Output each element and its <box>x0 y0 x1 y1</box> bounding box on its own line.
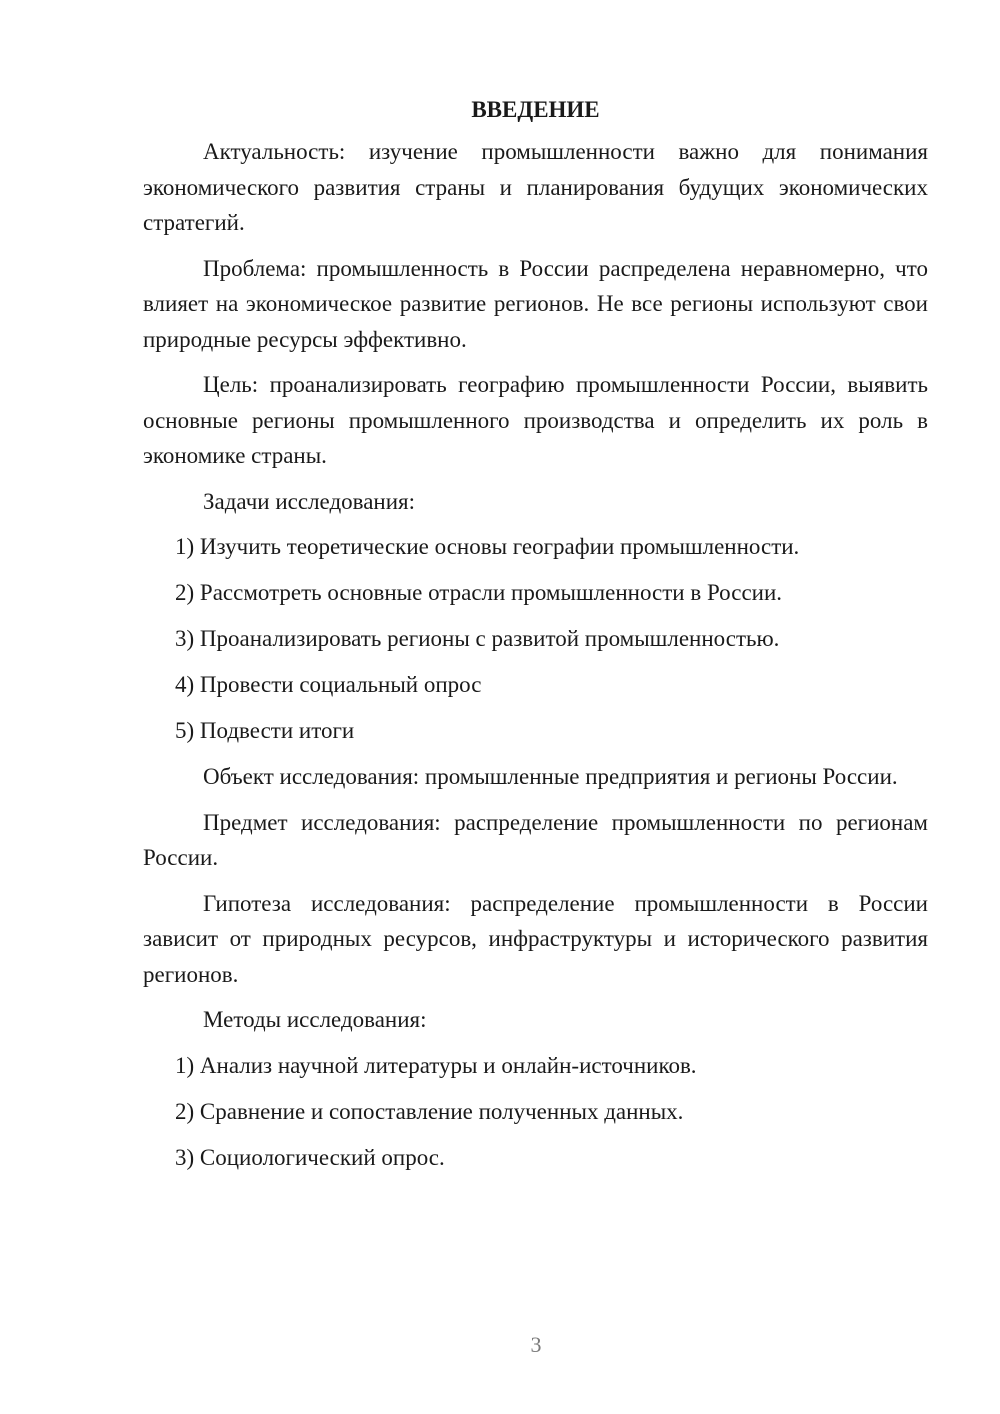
list-item: 2) Рассмотреть основные отрасли промышленности в России. <box>175 580 783 605</box>
list-item: 2) Сравнение и сопоставление полученных данных. <box>175 1098 684 1124</box>
relevance-paragraph: Актуальность: изучение промышленности важно для понимания экономического развития страны и планирования будущих экономических стратегий. <box>143 139 928 235</box>
list-item: 3) Проанализировать регионы с развитой промышленностью. <box>175 626 780 651</box>
list-item: 3) Социологический опрос. <box>175 1144 445 1170</box>
tasks-list <box>143 529 928 749</box>
tasks-heading: Задачи исследования: <box>203 488 416 514</box>
subject-paragraph: Предмет исследования: распределение промышленности по регионам России. <box>143 809 928 870</box>
list-item: 5) Подвести итоги <box>175 718 355 743</box>
list-item: 4) Провести социальный опрос <box>175 672 482 697</box>
problem-paragraph: Проблема: промышленность в России распределена неравномерно, что влияет на экономическое развитие регионов. Не все регионы используют свои природные ресурсы эффективно. <box>143 255 928 352</box>
list-item: 1) Изучить теоретические основы географии промышленности. <box>175 534 800 559</box>
document-body <box>143 92 928 1186</box>
hypothesis-paragraph: Гипотеза исследования: распределение промышленности в России зависит от природных ресурсов, инфраструктуры и исторического развития регионов. <box>143 890 928 987</box>
page-number: 3 <box>530 1332 542 1357</box>
methods-list <box>143 1048 928 1176</box>
object-paragraph: Объект исследования: промышленные предприятия и регионы России. <box>203 764 898 789</box>
list-item: 1) Анализ научной литературы и онлайн-источников. <box>175 1052 697 1078</box>
methods-heading: Методы исследования: <box>203 1007 427 1032</box>
section-title: ВВЕДЕНИЕ <box>471 97 600 122</box>
goal-paragraph: Цель: проанализировать географию промышленности России, выявить основные регионы промышленного производства и определить их роль в экономике страны. <box>143 372 928 468</box>
